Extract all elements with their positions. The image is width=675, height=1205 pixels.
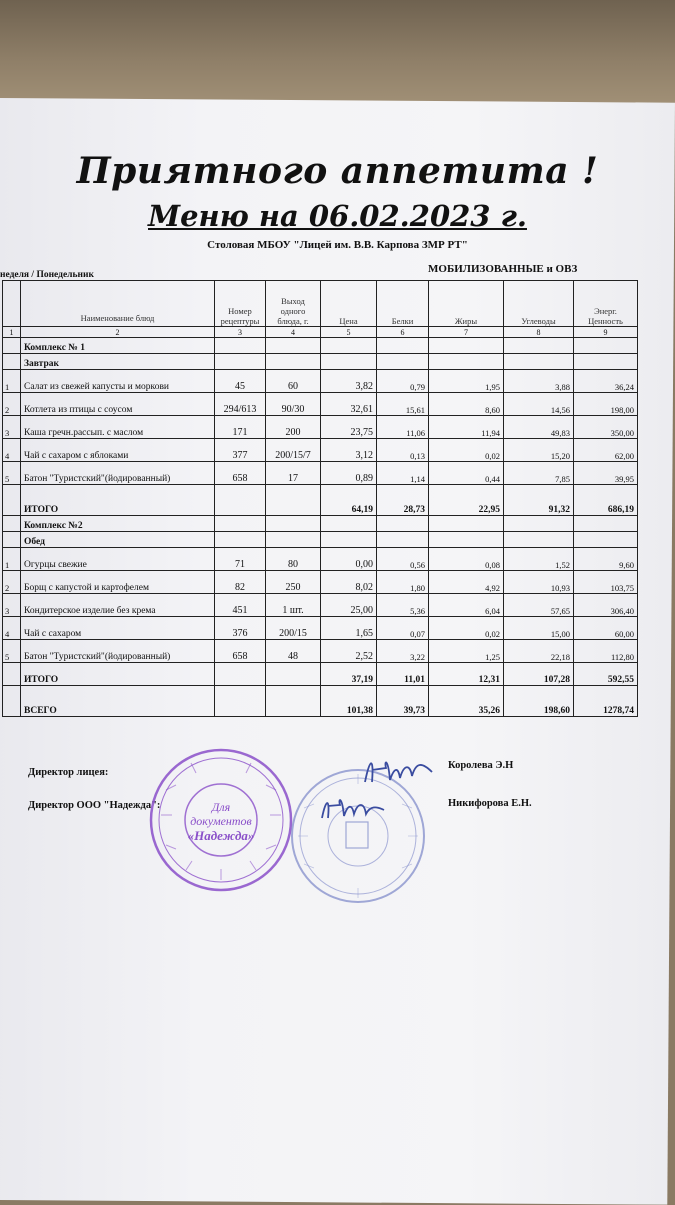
grand-total-carbs: 198,60 bbox=[504, 686, 574, 717]
grand-total-label: ВСЕГО bbox=[21, 686, 215, 717]
total-fat: 12,31 bbox=[429, 663, 504, 686]
protein: 0,56 bbox=[377, 548, 429, 571]
stamp-line-3: «Надежда» bbox=[187, 828, 255, 843]
price: 8,02 bbox=[321, 571, 377, 594]
fat: 0,08 bbox=[429, 548, 504, 571]
portion-weight: 200 bbox=[266, 416, 321, 439]
complex-row bbox=[3, 516, 638, 532]
protein: 0,13 bbox=[377, 439, 429, 462]
column-header: Выход одного блюда, г. bbox=[266, 281, 321, 327]
portion-weight: 60 bbox=[266, 370, 321, 393]
table-row bbox=[3, 617, 638, 640]
column-number: 2 bbox=[21, 327, 215, 338]
energy: 9,60 bbox=[574, 548, 638, 571]
total-price: 37,19 bbox=[321, 663, 377, 686]
company-signature bbox=[318, 792, 388, 824]
total-row bbox=[3, 485, 638, 516]
portion-weight: 200/15 bbox=[266, 617, 321, 640]
director-name: Королева Э.Н bbox=[448, 760, 514, 771]
carbs: 15,20 bbox=[504, 439, 574, 462]
column-number: 9 bbox=[574, 327, 638, 338]
price: 23,75 bbox=[321, 416, 377, 439]
recipe-number: 294/613 bbox=[215, 393, 266, 416]
column-header: Энерг. Ценность bbox=[574, 281, 638, 327]
column-number: 7 bbox=[429, 327, 504, 338]
company-director-label: Директор ООО "Надежда": bbox=[28, 800, 161, 811]
column-header bbox=[3, 281, 21, 327]
dish-name: Чай с сахаром bbox=[21, 617, 215, 640]
portion-weight: 1 шт. bbox=[266, 594, 321, 617]
table-row bbox=[3, 594, 638, 617]
total-fat: 22,95 bbox=[429, 485, 504, 516]
energy: 112,80 bbox=[574, 640, 638, 663]
total-label: ИТОГО bbox=[21, 663, 215, 686]
total-label: ИТОГО bbox=[21, 485, 215, 516]
price: 3,12 bbox=[321, 439, 377, 462]
meal-label: Обед bbox=[21, 532, 215, 548]
total-carbs: 91,32 bbox=[504, 485, 574, 516]
fat: 6,04 bbox=[429, 594, 504, 617]
column-header: Наименование блюд bbox=[21, 281, 215, 327]
portion-weight: 17 bbox=[266, 462, 321, 485]
total-protein: 11,01 bbox=[377, 663, 429, 686]
portion-weight: 48 bbox=[266, 640, 321, 663]
grand-total-energy: 1278,74 bbox=[574, 686, 638, 717]
carbs: 1,52 bbox=[504, 548, 574, 571]
fat: 4,92 bbox=[429, 571, 504, 594]
column-number: 5 bbox=[321, 327, 377, 338]
fat: 0,02 bbox=[429, 439, 504, 462]
portion-weight: 200/15/7 bbox=[266, 439, 321, 462]
total-carbs: 107,28 bbox=[504, 663, 574, 686]
item-number: 3 bbox=[3, 594, 21, 617]
carbs: 10,93 bbox=[504, 571, 574, 594]
dish-name: Каша гречн.рассып. с маслом bbox=[21, 416, 215, 439]
column-header: Цена bbox=[321, 281, 377, 327]
item-number: 5 bbox=[3, 640, 21, 663]
column-header: Номер рецептуры bbox=[215, 281, 266, 327]
recipe-number: 71 bbox=[215, 548, 266, 571]
item-number: 4 bbox=[3, 617, 21, 640]
table-row bbox=[3, 393, 638, 416]
energy: 60,00 bbox=[574, 617, 638, 640]
column-number: 3 bbox=[215, 327, 266, 338]
page-title: Приятного аппетита ! bbox=[76, 150, 599, 192]
meal-row bbox=[3, 532, 638, 548]
table-row bbox=[3, 548, 638, 571]
fat: 11,94 bbox=[429, 416, 504, 439]
item-number: 2 bbox=[3, 571, 21, 594]
total-energy: 686,19 bbox=[574, 485, 638, 516]
recipe-number: 45 bbox=[215, 370, 266, 393]
recipe-number: 451 bbox=[215, 594, 266, 617]
price: 25,00 bbox=[321, 594, 377, 617]
grand-total-fat: 35,26 bbox=[429, 686, 504, 717]
dish-name: Батон "Туристский"(йодированный) bbox=[21, 640, 215, 663]
director-signature bbox=[360, 752, 440, 792]
wooden-background bbox=[0, 0, 675, 110]
column-number: 4 bbox=[266, 327, 321, 338]
energy: 306,40 bbox=[574, 594, 638, 617]
grand-total-row bbox=[3, 686, 638, 717]
item-number: 2 bbox=[3, 393, 21, 416]
fat: 1,95 bbox=[429, 370, 504, 393]
carbs: 3,88 bbox=[504, 370, 574, 393]
fat: 0,02 bbox=[429, 617, 504, 640]
company-stamp bbox=[146, 745, 296, 895]
dish-name: Кондитерское изделие без крема bbox=[21, 594, 215, 617]
portion-weight: 80 bbox=[266, 548, 321, 571]
energy: 103,75 bbox=[574, 571, 638, 594]
energy: 39,95 bbox=[574, 462, 638, 485]
complex-label: Комплекс №2 bbox=[21, 516, 215, 532]
price: 0,00 bbox=[321, 548, 377, 571]
protein: 11,06 bbox=[377, 416, 429, 439]
grand-total-price: 101,38 bbox=[321, 686, 377, 717]
item-number: 1 bbox=[3, 548, 21, 571]
item-number: 4 bbox=[3, 439, 21, 462]
price: 2,52 bbox=[321, 640, 377, 663]
dish-name: Салат из свежей капусты и моркови bbox=[21, 370, 215, 393]
dish-name: Чай с сахаром с яблоками bbox=[21, 439, 215, 462]
item-number: 1 bbox=[3, 370, 21, 393]
portion-weight: 90/30 bbox=[266, 393, 321, 416]
dish-name: Борщ с капустой и картофелем bbox=[21, 571, 215, 594]
energy: 198,00 bbox=[574, 393, 638, 416]
director-label: Директор лицея: bbox=[28, 767, 109, 778]
column-header: Углеводы bbox=[504, 281, 574, 327]
column-number: 8 bbox=[504, 327, 574, 338]
total-price: 64,19 bbox=[321, 485, 377, 516]
total-protein: 28,73 bbox=[377, 485, 429, 516]
recipe-number: 171 bbox=[215, 416, 266, 439]
carbs: 14,56 bbox=[504, 393, 574, 416]
table-row bbox=[3, 640, 638, 663]
complex-row bbox=[3, 338, 638, 354]
grand-total-protein: 39,73 bbox=[377, 686, 429, 717]
week-day-label: неделя / Понедельник bbox=[0, 270, 94, 280]
table-row bbox=[3, 370, 638, 393]
total-row bbox=[3, 663, 638, 686]
price: 3,82 bbox=[321, 370, 377, 393]
company-director-name: Никифорова Е.Н. bbox=[448, 798, 532, 809]
protein: 1,14 bbox=[377, 462, 429, 485]
item-number: 5 bbox=[3, 462, 21, 485]
table-row bbox=[3, 416, 638, 439]
table-header-row bbox=[3, 281, 638, 327]
table-row bbox=[3, 439, 638, 462]
category-label: МОБИЛИЗОВАННЫЕ и ОВЗ bbox=[428, 263, 578, 275]
carbs: 7,85 bbox=[504, 462, 574, 485]
carbs: 57,65 bbox=[504, 594, 574, 617]
recipe-number: 376 bbox=[215, 617, 266, 640]
protein: 5,36 bbox=[377, 594, 429, 617]
recipe-number: 658 bbox=[215, 640, 266, 663]
carbs: 22,18 bbox=[504, 640, 574, 663]
dish-name: Огурцы свежие bbox=[21, 548, 215, 571]
protein: 1,80 bbox=[377, 571, 429, 594]
price: 32,61 bbox=[321, 393, 377, 416]
table-row bbox=[3, 462, 638, 485]
item-number: 3 bbox=[3, 416, 21, 439]
stamp-line-1: Для bbox=[211, 800, 231, 814]
complex-label: Комплекс № 1 bbox=[21, 338, 215, 354]
energy: 62,00 bbox=[574, 439, 638, 462]
price: 1,65 bbox=[321, 617, 377, 640]
protein: 0,07 bbox=[377, 617, 429, 640]
energy: 350,00 bbox=[574, 416, 638, 439]
meal-row bbox=[3, 354, 638, 370]
fat: 1,25 bbox=[429, 640, 504, 663]
protein: 0,79 bbox=[377, 370, 429, 393]
table-row bbox=[3, 571, 638, 594]
recipe-number: 82 bbox=[215, 571, 266, 594]
price: 0,89 bbox=[321, 462, 377, 485]
recipe-number: 377 bbox=[215, 439, 266, 462]
total-energy: 592,55 bbox=[574, 663, 638, 686]
stamp-line-2: документов bbox=[190, 814, 252, 828]
dish-name: Котлета из птицы с соусом bbox=[21, 393, 215, 416]
carbs: 15,00 bbox=[504, 617, 574, 640]
canteen-name: Столовая МБОУ "Лицей им. В.В. Карпова ЗМР РТ" bbox=[207, 239, 468, 251]
meal-label: Завтрак bbox=[21, 354, 215, 370]
menu-date-heading: Меню на 06.02.2023 г. bbox=[148, 199, 527, 233]
portion-weight: 250 bbox=[266, 571, 321, 594]
fat: 8,60 bbox=[429, 393, 504, 416]
protein: 3,22 bbox=[377, 640, 429, 663]
column-number-row bbox=[3, 327, 638, 338]
menu-table bbox=[2, 280, 638, 717]
dish-name: Батон "Туристский"(йодированный) bbox=[21, 462, 215, 485]
carbs: 49,83 bbox=[504, 416, 574, 439]
fat: 0,44 bbox=[429, 462, 504, 485]
column-header: Белки bbox=[377, 281, 429, 327]
protein: 15,61 bbox=[377, 393, 429, 416]
column-number: 6 bbox=[377, 327, 429, 338]
recipe-number: 658 bbox=[215, 462, 266, 485]
column-header: Жиры bbox=[429, 281, 504, 327]
column-number: 1 bbox=[3, 327, 21, 338]
energy: 36,24 bbox=[574, 370, 638, 393]
